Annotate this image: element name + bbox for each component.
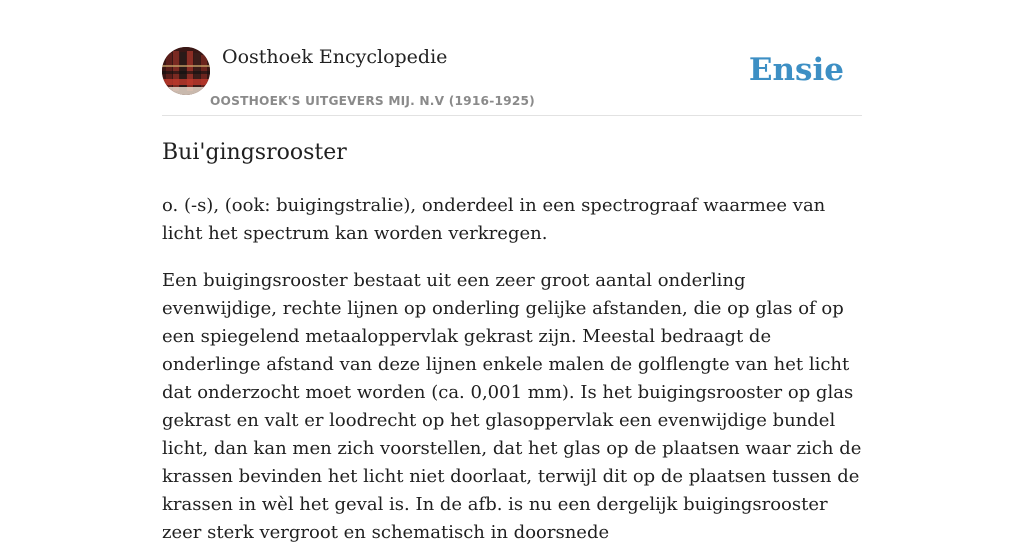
ensie-logo[interactable]: Ensie [748,52,844,88]
book-spines-icon [162,47,210,95]
header-divider [162,115,862,116]
entry-title: Bui'gingsrooster [162,140,347,165]
entry-paragraph-2: Een buigingsrooster bestaat uit een zeer groot aantal onderling evenwijdige, rechte lijnen op onderling gelijke afstanden, die op glas of op een spiegelend metaaloppervlak gekrast zijn. Meestal bedraagt de onderlinge afstand van deze lijnen enkele malen de golflengte van het licht dat onderzocht moet worden (ca. 0,001 mm). Is het buigingsrooster op glas gekrast en valt er loodrecht op het glasoppervlak een evenwijdige bundel licht, dan kan men zich voorstellen, dat het glas op de plaatsen waar zich de krassen bevinden het licht niet doorlaat, terwijl dit op de plaatsen tussen de krassen in wèl het geval is. In de afb. is nu een dergelijk buigingsrooster zeer sterk vergroot en schematisch in doorsnede [162,270,862,543]
header [162,0,862,116]
source-avatar[interactable] [162,47,210,95]
publisher-label: OOSTHOEK'S UITGEVERS MIJ. N.V (1916-1925) [210,94,535,108]
entry-paragraph-1: o. (-s), (ook: buigingstralie), onderdeel in een spectrograaf waarmee van licht het spectrum kan worden verkregen. [162,195,826,244]
source-title[interactable]: Oosthoek Encyclopedie [222,46,448,68]
